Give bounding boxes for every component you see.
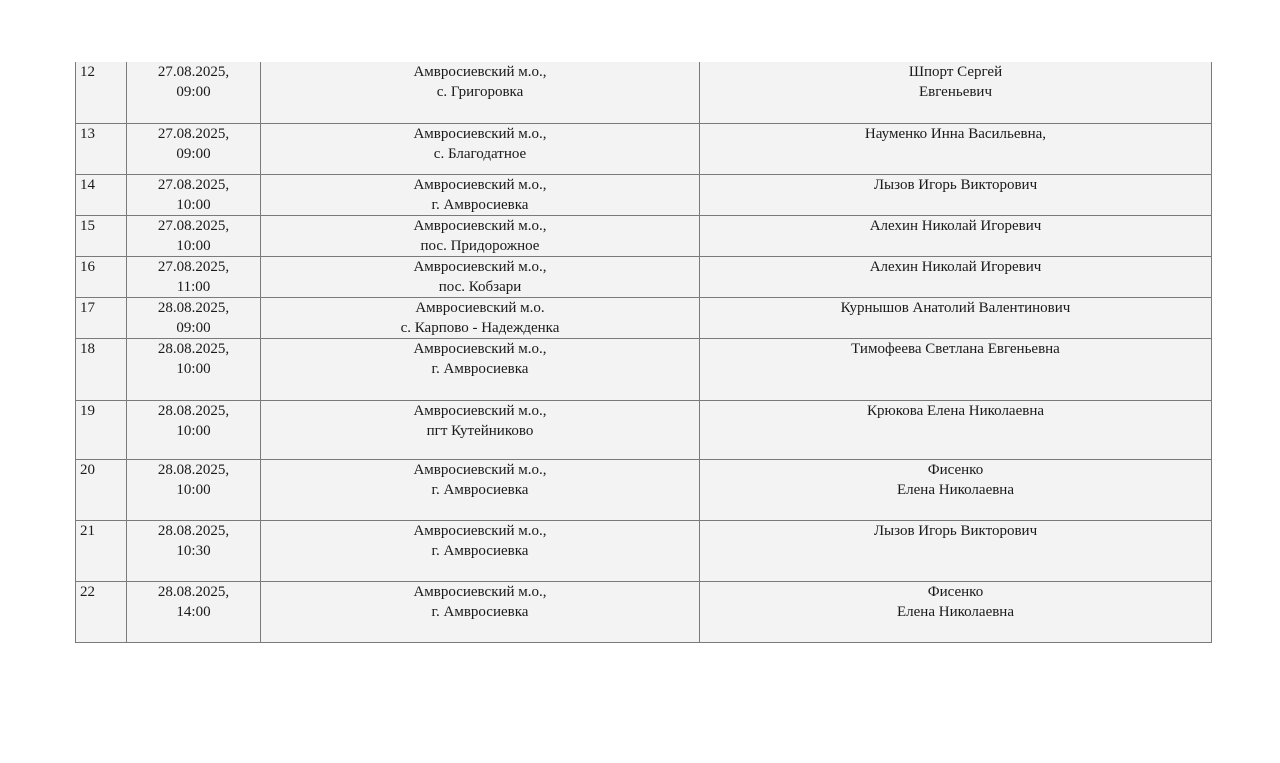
date-time-cell [127, 338, 261, 400]
responsible-line-1: Лызов Игорь Викторович [873, 522, 1038, 539]
row-number: 22 [76, 581, 127, 642]
location-cell [261, 62, 700, 123]
table-row [76, 338, 1212, 400]
date-text: 28.08.2025, [157, 402, 230, 419]
municipality-text: Амвросиевский м.о., [413, 461, 547, 478]
settlement-text: с. Благодатное [433, 145, 527, 162]
table-row [76, 62, 1212, 123]
responsible-line-1: Лызов Игорь Викторович [873, 176, 1038, 193]
time-text: 14:00 [176, 603, 211, 620]
responsible-cell [700, 459, 1212, 520]
location-cell [261, 581, 700, 642]
settlement-text: с. Карпово - Надежденка [400, 319, 560, 336]
responsible-cell [700, 581, 1212, 642]
schedule-table [75, 62, 1212, 643]
responsible-cell [700, 174, 1212, 215]
table-row [76, 297, 1212, 338]
responsible-cell [700, 256, 1212, 297]
date-text: 27.08.2025, [157, 125, 230, 142]
time-text: 10:00 [176, 237, 211, 254]
time-text: 11:00 [176, 278, 211, 295]
date-text: 28.08.2025, [157, 583, 230, 600]
responsible-line-1: Фисенко [927, 583, 984, 600]
location-cell [261, 400, 700, 459]
table-row [76, 256, 1212, 297]
municipality-text: Амвросиевский м.о., [413, 340, 547, 357]
municipality-text: Амвросиевский м.о., [413, 258, 547, 275]
time-text: 10:30 [176, 542, 211, 559]
row-number: 15 [76, 215, 127, 256]
date-time-cell [127, 123, 261, 174]
row-number: 17 [76, 297, 127, 338]
location-cell [261, 459, 700, 520]
location-cell [261, 338, 700, 400]
responsible-line-1: Алехин Николай Игоревич [869, 217, 1042, 234]
date-time-cell [127, 174, 261, 215]
row-number: 13 [76, 123, 127, 174]
table-row [76, 123, 1212, 174]
row-number: 18 [76, 338, 127, 400]
settlement-text: г. Амвросиевка [431, 360, 529, 377]
row-number: 21 [76, 520, 127, 581]
date-time-cell [127, 256, 261, 297]
responsible-line-1: Алехин Николай Игоревич [869, 258, 1042, 275]
municipality-text: Амвросиевский м.о. [415, 299, 545, 316]
responsible-line-1: Фисенко [927, 461, 984, 478]
time-text: 09:00 [176, 84, 211, 100]
date-text: 28.08.2025, [157, 461, 230, 478]
date-time-cell [127, 400, 261, 459]
responsible-line-2: Евгеньевич [918, 84, 993, 100]
row-number: 19 [76, 400, 127, 459]
responsible-line-1: Курнышов Анатолий Валентинович [840, 299, 1071, 316]
time-text: 10:00 [176, 481, 211, 498]
responsible-cell [700, 215, 1212, 256]
table-row [76, 520, 1212, 581]
responsible-line-2: Елена Николаевна [897, 481, 1014, 498]
date-text: 28.08.2025, [157, 522, 230, 539]
settlement-text: пос. Кобзари [438, 278, 522, 295]
date-time-cell [127, 581, 261, 642]
location-cell [261, 123, 700, 174]
time-text: 10:00 [176, 422, 211, 439]
row-number: 14 [76, 174, 127, 215]
date-time-cell [127, 520, 261, 581]
settlement-text: г. Амвросиевка [431, 603, 529, 620]
table-row [76, 215, 1212, 256]
municipality-text: Амвросиевский м.о., [413, 176, 547, 193]
time-text: 10:00 [176, 360, 211, 377]
location-cell [261, 215, 700, 256]
date-time-cell [127, 215, 261, 256]
date-text: 27.08.2025, [157, 217, 230, 234]
settlement-text: г. Амвросиевка [431, 542, 529, 559]
settlement-text: пос. Придорожное [420, 237, 540, 254]
date-text: 27.08.2025, [157, 176, 230, 193]
location-cell [261, 297, 700, 338]
settlement-text: с. Григоровка [436, 84, 524, 100]
time-text: 10:00 [176, 196, 211, 213]
time-text: 09:00 [176, 145, 211, 162]
responsible-cell [700, 123, 1212, 174]
municipality-text: Амвросиевский м.о., [413, 64, 547, 80]
date-text: 28.08.2025, [157, 299, 230, 316]
responsible-line-2: Елена Николаевна [897, 603, 1014, 620]
responsible-line-1: Крюкова Елена Николаевна [866, 402, 1045, 419]
date-text: 28.08.2025, [157, 340, 230, 357]
location-cell [261, 520, 700, 581]
date-text: 27.08.2025, [157, 64, 230, 80]
row-number: 20 [76, 459, 127, 520]
municipality-text: Амвросиевский м.о., [413, 217, 547, 234]
date-time-cell [127, 459, 261, 520]
settlement-text: г. Амвросиевка [431, 196, 529, 213]
table-row [76, 174, 1212, 215]
location-cell [261, 256, 700, 297]
table-row [76, 581, 1212, 642]
municipality-text: Амвросиевский м.о., [413, 125, 547, 142]
responsible-cell [700, 520, 1212, 581]
time-text: 09:00 [176, 319, 211, 336]
municipality-text: Амвросиевский м.о., [413, 583, 547, 600]
table-row [76, 400, 1212, 459]
settlement-text: пгт Кутейниково [426, 422, 534, 439]
settlement-text: г. Амвросиевка [431, 481, 529, 498]
responsible-line-1: Шпорт Сергей [908, 64, 1003, 80]
responsible-cell [700, 338, 1212, 400]
table-row [76, 459, 1212, 520]
date-text: 27.08.2025, [157, 258, 230, 275]
date-time-cell [127, 62, 261, 123]
date-time-cell [127, 297, 261, 338]
row-number: 12 [76, 62, 127, 123]
municipality-text: Амвросиевский м.о., [413, 522, 547, 539]
responsible-line-1: Науменко Инна Васильевна, [864, 125, 1047, 142]
municipality-text: Амвросиевский м.о., [413, 402, 547, 419]
responsible-cell [700, 62, 1212, 123]
responsible-cell [700, 297, 1212, 338]
responsible-cell [700, 400, 1212, 459]
row-number: 16 [76, 256, 127, 297]
responsible-line-1: Тимофеева Светлана Евгеньевна [851, 340, 1060, 357]
location-cell [261, 174, 700, 215]
